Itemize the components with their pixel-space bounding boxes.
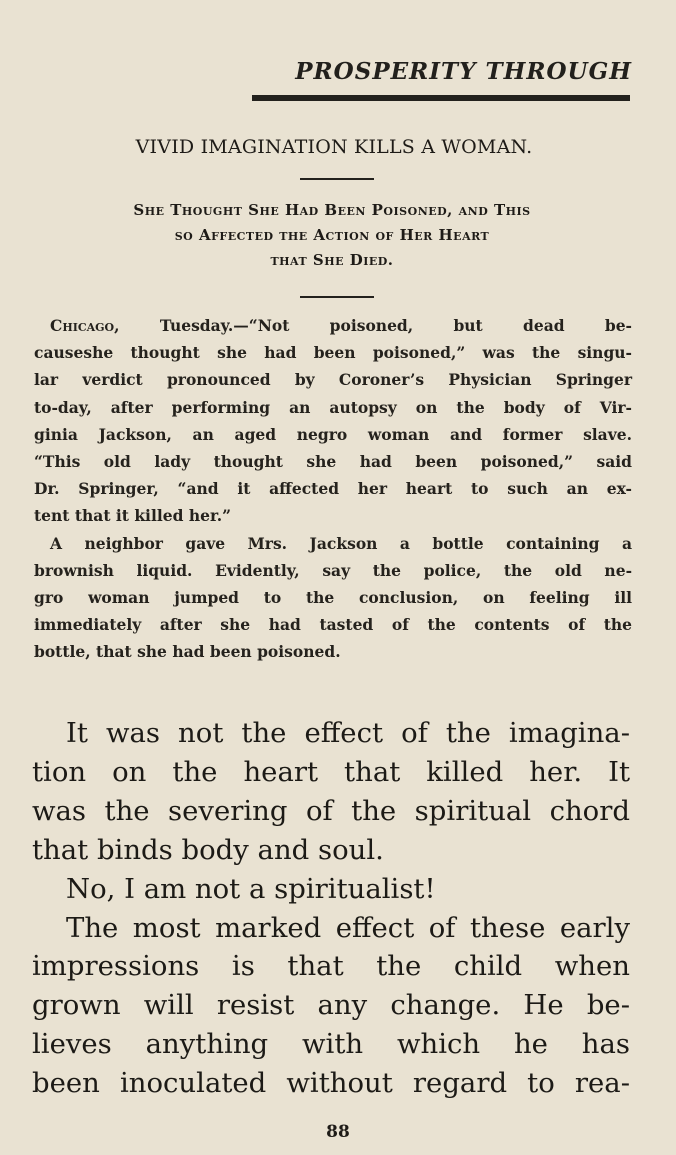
running-head-rule bbox=[252, 95, 630, 101]
body-line: impressions is that the child when bbox=[32, 950, 630, 983]
article-line: immediately after she had tasted of the contents of the bbox=[34, 615, 632, 635]
article-line: Dr. Springer, “and it affected her heart to such an ex- bbox=[34, 479, 632, 499]
body-line: The most marked effect of these early bbox=[66, 911, 630, 944]
news-subheadline bbox=[28, 198, 636, 273]
article-line: brownish liquid. Evidently, say the police, the old ne- bbox=[34, 560, 632, 580]
article-line: “This old lady thought she had been poisoned,” said bbox=[34, 452, 632, 472]
article-line: to-day, after performing an autopsy on the body of Vir- bbox=[34, 397, 632, 417]
body-line: was the severing of the spiritual chord bbox=[32, 794, 630, 827]
body-line: It was not the effect of the imagina- bbox=[66, 717, 630, 749]
article-line: A neighbor gave Mrs. Jackson a bottle containing a bbox=[50, 533, 632, 553]
body-text bbox=[32, 714, 630, 1103]
headline-divider bbox=[300, 178, 374, 180]
body-line: tion on the heart that killed her. It bbox=[32, 755, 630, 788]
subheadline-line: She Thought She Had Been Poisoned, and This bbox=[133, 201, 531, 219]
news-article bbox=[34, 312, 632, 666]
article-line: Chicago, Tuesday.—“Not poisoned, but dead be- bbox=[50, 316, 632, 335]
subheadline-divider bbox=[300, 296, 374, 298]
article-dateline: Chicago, bbox=[50, 316, 120, 335]
article-line: bottle, that she had been poisoned. bbox=[34, 642, 341, 662]
article-line: tent that it killed her.” bbox=[34, 506, 232, 526]
body-line: grown will resist any change. He be- bbox=[32, 989, 630, 1022]
body-line: that binds body and soul. bbox=[32, 833, 384, 866]
article-line: ginia Jackson, an aged negro woman and former slave. bbox=[34, 424, 632, 444]
body-line: No, I am not a spiritualist! bbox=[66, 872, 436, 905]
article-line: gro woman jumped to the conclusion, on feeling ill bbox=[34, 588, 632, 608]
article-line: lar verdict pronounced by Coroner’s Physician Springer bbox=[34, 370, 632, 390]
body-line: been inoculated without regard to rea- bbox=[32, 1067, 630, 1100]
subheadline-line: so Affected the Action of Her Heart bbox=[174, 226, 490, 244]
subheadline-line: that She Died. bbox=[270, 251, 394, 269]
page-number: 88 bbox=[326, 1122, 350, 1142]
body-line: lieves anything with which he has bbox=[32, 1028, 630, 1061]
running-head: PROSPERITY THROUGH bbox=[295, 58, 632, 85]
article-line: causeshe thought she had been poisoned,” was the singu- bbox=[34, 343, 632, 363]
news-headline: VIVID IMAGINATION KILLS A WOMAN. bbox=[135, 136, 533, 158]
